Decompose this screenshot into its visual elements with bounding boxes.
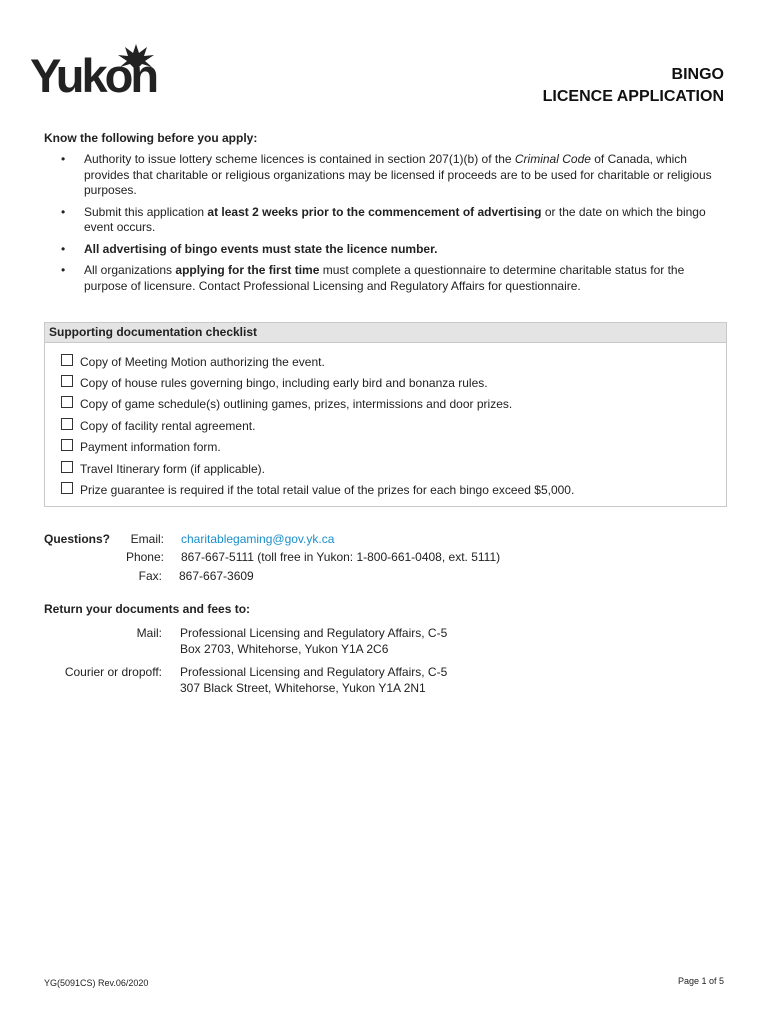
bullet-text: Authority to issue lottery scheme licences is contained in section 207(1)(b) of the — [84, 152, 515, 166]
bullet-bold-text: at least 2 weeks prior to the commencement of advertising — [207, 204, 542, 219]
document-title — [543, 64, 724, 108]
checklist-item-label: Copy of Meeting Motion authorizing the event. — [80, 354, 325, 369]
phone-label: Phone: — [125, 550, 164, 564]
form-code: YG(5091CS) Rev.06/2020 — [44, 978, 149, 988]
checkbox[interactable] — [61, 418, 73, 430]
courier-line-2: 307 Black Street, Whitehorse, Yukon Y1A 2N1 — [180, 681, 426, 695]
bullet-bold-text: applying for the first time — [175, 263, 320, 277]
mail-line-2: Box 2703, Whitehorse, Yukon Y1A 2C6 — [180, 642, 389, 656]
checklist-item — [61, 437, 726, 458]
intro-bullet — [44, 205, 724, 236]
checkbox[interactable] — [61, 375, 73, 387]
phone-value: 867-667-5111 (toll free in Yukon: 1-800-661-0408, ext. 5111) — [181, 550, 501, 564]
bullet-dot: • — [61, 204, 66, 219]
bullet-text: All organizations — [84, 263, 176, 277]
checklist-box — [44, 322, 727, 507]
courier-label: Courier or dropoff: — [64, 665, 162, 679]
checklist-item — [61, 415, 726, 436]
checklist-item — [61, 372, 726, 393]
checklist-item-label: Travel Itinerary form (if applicable). — [80, 461, 265, 476]
yukon-logo — [30, 42, 172, 104]
intro-bullet-list — [44, 152, 724, 300]
questions-label: Questions? — [44, 532, 111, 546]
email-label: Email: — [130, 532, 164, 546]
mail-label: Mail: — [136, 626, 162, 640]
page-number: Page 1 of 5 — [677, 976, 724, 986]
checklist-item — [61, 351, 726, 372]
checkbox[interactable] — [61, 461, 73, 473]
intro-bullet — [44, 263, 724, 294]
checkbox[interactable] — [61, 482, 73, 494]
title-line-1: BINGO — [671, 66, 724, 83]
courier-line-1: Professional Licensing and Regulatory Affairs, C-5 — [180, 665, 448, 679]
email-link[interactable]: charitablegaming@gov.yk.ca — [181, 532, 335, 546]
checklist-item-label: Payment information form. — [80, 440, 221, 455]
checkbox[interactable] — [61, 354, 73, 366]
checkbox[interactable] — [61, 396, 73, 408]
intro-heading: Know the following before you apply: — [44, 131, 258, 145]
intro-bullet — [44, 242, 724, 258]
checklist-item-label: Prize guarantee is required if the total retail value of the prizes for each bingo exceed $5,000. — [80, 483, 575, 498]
checklist — [45, 343, 726, 501]
bullet-text: Submit this application — [84, 204, 208, 219]
bullet-dot: • — [61, 152, 66, 166]
checklist-heading: Supporting documentation checklist — [45, 323, 726, 343]
bullet-text: or the date on which the bingo event occurs. — [84, 204, 706, 234]
fax-value: 867-667-3609 — [179, 569, 254, 583]
return-heading: Return your documents and fees to: — [44, 602, 251, 616]
checklist-item-label: Copy of game schedule(s) outlining games, prizes, intermissions and door prizes. — [80, 397, 513, 412]
checklist-item-label: Copy of facility rental agreement. — [80, 418, 256, 433]
mail-line-1: Professional Licensing and Regulatory Affairs, C-5 — [180, 626, 448, 640]
bullet-text: of Canada, which provides that charitable or religious organizations may be licensed if proceeds are to be used for charitable or religious purposes. — [84, 152, 712, 197]
bullet-dot: • — [61, 241, 66, 256]
bullet-text: must complete a questionnaire to determine charitable status for the purpose of licensure. Contact Professional Licensing and Regulatory Affairs for questionnaire. — [84, 263, 685, 293]
bullet-bold-text: All advertising of bingo events must state the licence number. — [84, 241, 438, 256]
bullet-dot: • — [61, 263, 66, 277]
fax-label: Fax: — [138, 569, 162, 583]
intro-bullet — [44, 152, 724, 199]
checklist-item — [61, 458, 726, 479]
checkbox[interactable] — [61, 439, 73, 451]
logo-text: Yukon — [30, 49, 157, 102]
checklist-item — [61, 479, 726, 500]
title-line-2: LICENCE APPLICATION — [542, 88, 724, 105]
checklist-item — [61, 394, 726, 415]
checklist-item-label: Copy of house rules governing bingo, including early bird and bonanza rules. — [80, 376, 488, 391]
bullet-italic-text: Criminal Code — [514, 152, 591, 166]
